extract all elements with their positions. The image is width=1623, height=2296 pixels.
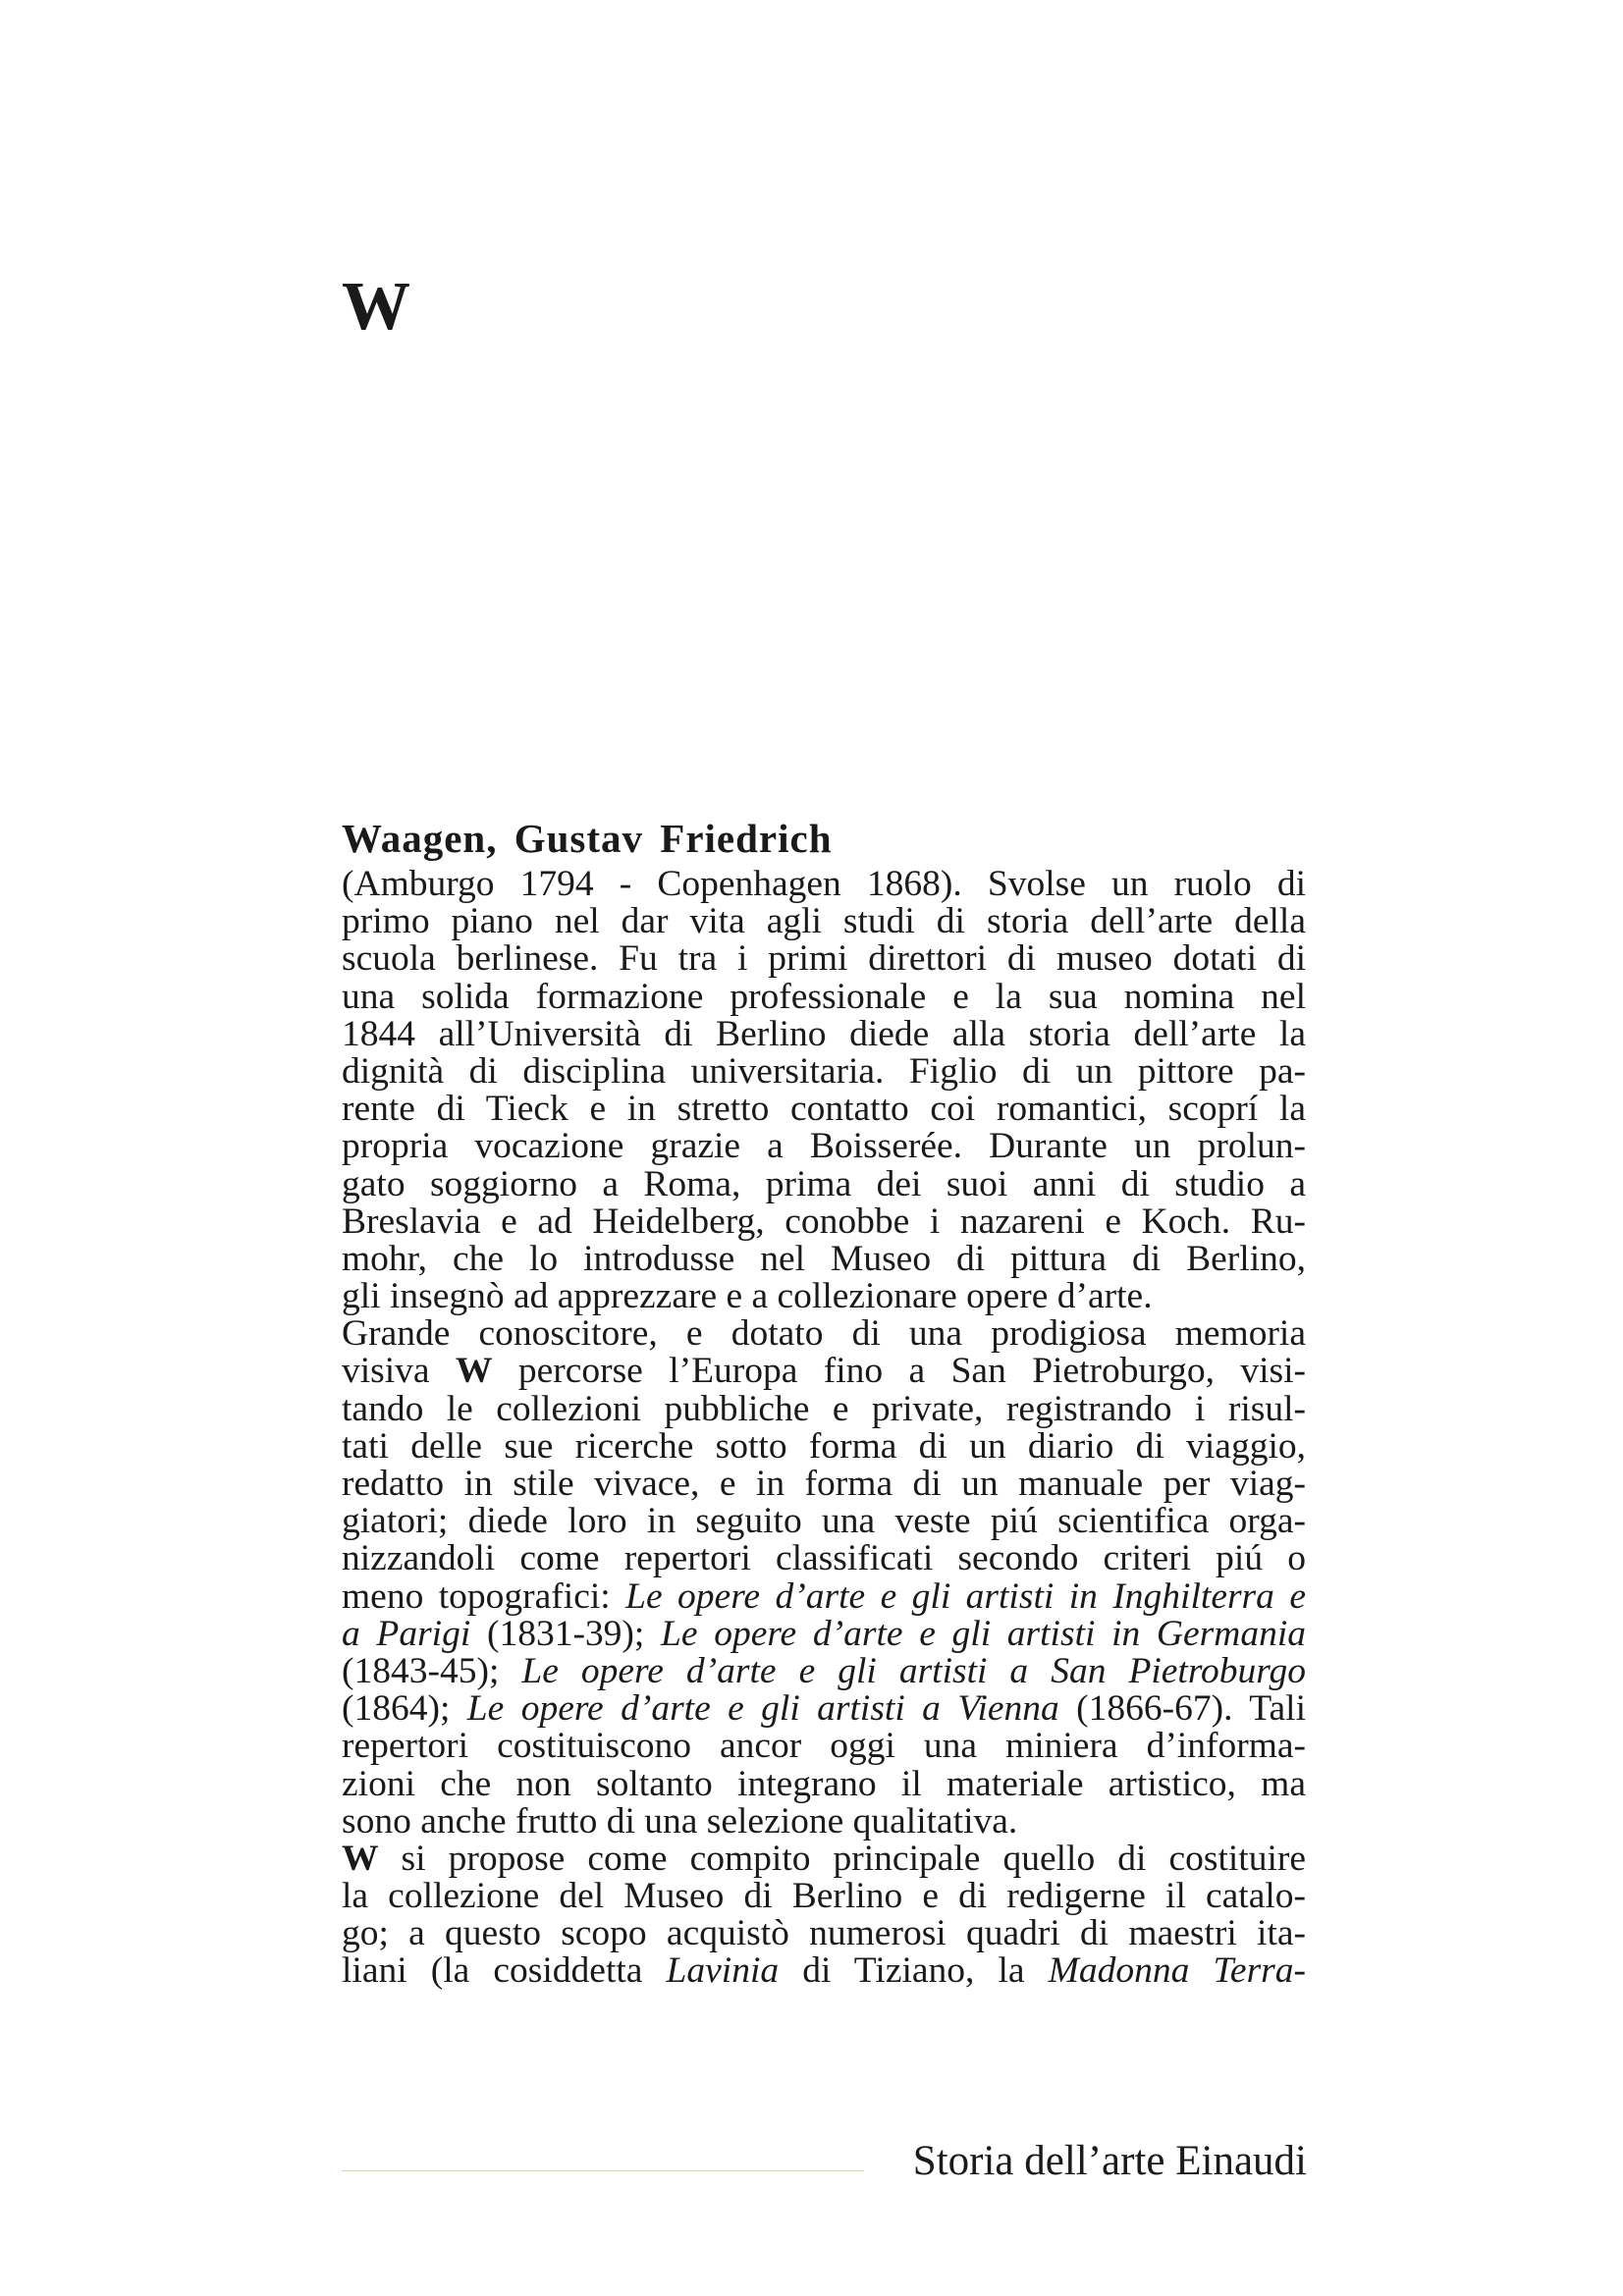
text-line <box>342 1878 1306 1915</box>
text-run: 1844 all’Università di Berlino diede alla storia dell’arte la <box>342 1013 1306 1054</box>
text-line <box>342 1163 1306 1204</box>
text-run: (1843-45); <box>342 1650 522 1691</box>
text-line <box>342 1800 1306 1842</box>
footer-publisher-label: Storia dell’arte Einaudi <box>912 2138 1307 2184</box>
text-run: scuola berlinese. Fu tra i primi direttori di museo dotati di <box>342 938 1306 980</box>
text-run: Breslavia e ad Heidelberg, conobbe i nazareni e Koch. Ru- <box>342 1201 1306 1242</box>
text-line <box>342 1763 1306 1804</box>
text-line <box>342 1466 1306 1503</box>
text-line <box>342 1353 1306 1390</box>
text-line <box>342 1613 1307 1654</box>
text-line <box>342 866 1306 903</box>
text-run: nizzandoli come repertori classificati secondo criteri piú o <box>342 1538 1306 1579</box>
text-run: zioni che non soltanto integrano il materiale artistico, ma <box>342 1763 1306 1804</box>
text-line <box>342 1540 1306 1577</box>
text-run: redatto in stile vivace, e in forma di un manuale per viag- <box>342 1464 1306 1504</box>
text-run: sono anche frutto di una selezione qualitativa. <box>342 1800 1018 1842</box>
text-line <box>342 1388 1306 1429</box>
text-line <box>342 1690 1306 1728</box>
text-run: Grande conoscitore, e dotato di una prodigiosa memoria <box>342 1313 1306 1355</box>
encyclopedia-entry <box>342 815 1306 1991</box>
text-run: (Amburgo 1794 - Copenhagen 1868). Svolse un ruolo di <box>342 864 1306 904</box>
text-run: propria vocazione grazie a Boisserée. Durante un prolun- <box>342 1126 1306 1167</box>
text-run: giatori; diede loro in seguito una veste piú scientifica orga- <box>342 1501 1306 1542</box>
text-line <box>342 1915 1306 1952</box>
text-line <box>342 903 1306 940</box>
text-line <box>342 1203 1306 1241</box>
text-run: meno topografici: <box>342 1575 626 1617</box>
italic-title-run: Le opere d’arte e gli artisti a Vienna <box>466 1688 1059 1730</box>
text-line <box>342 1952 1306 1990</box>
text-run: gli insegnò ad apprezzare e a collezionare opere d’arte. <box>342 1276 1153 1317</box>
text-run: tando le collezioni pubbliche e private, registrando i risul- <box>342 1388 1306 1429</box>
text-line <box>342 1838 1306 1879</box>
text-line <box>342 1503 1306 1540</box>
text-run: di Tiziano, la <box>779 1950 1049 1992</box>
text-line <box>342 1238 1306 1279</box>
entry-title: Waagen, Gustav Friedrich <box>342 816 833 861</box>
text-line <box>342 1315 1306 1353</box>
text-run: mohr, che lo introdusse nel Museo di pittura di Berlino, <box>342 1238 1306 1279</box>
text-run: dignità di disciplina universitaria. Figlio di un pittore pa- <box>342 1050 1306 1092</box>
italic-title-run: a Parigi <box>342 1613 471 1654</box>
text-line <box>342 1050 1306 1092</box>
text-run: repertori costituiscono ancor oggi una miniera d’informa- <box>342 1726 1306 1767</box>
footer-rule <box>342 2170 864 2171</box>
text-run: liani (la cosiddetta <box>342 1950 667 1992</box>
text-line <box>342 1278 1306 1315</box>
section-letter: W <box>342 269 406 345</box>
text-run: si propose come compito principale quello di costituire <box>378 1838 1306 1879</box>
text-line <box>342 1091 1306 1128</box>
text-line <box>342 976 1306 1017</box>
text-run: gato soggiorno a Roma, prima dei suoi anni di studio a <box>342 1163 1306 1204</box>
text-run: rente di Tieck e in stretto contatto coi romantici, scoprí la <box>342 1089 1306 1130</box>
text-run: una solida formazione professionale e la sua nomina nel <box>342 976 1306 1017</box>
text-run: (1866-67). Tali <box>1058 1688 1306 1730</box>
text-run: tati delle sue ricerche sotto forma di un diario di viaggio, <box>342 1425 1306 1467</box>
text-line <box>342 1128 1306 1165</box>
bold-abbrev-run: W <box>455 1351 493 1392</box>
bold-abbrev-run: W <box>342 1838 379 1879</box>
entry-body <box>342 866 1306 1991</box>
text-run: primo piano nel dar vita agli studi di storia dell’arte della <box>342 901 1306 942</box>
text-run: (1864); <box>342 1688 467 1730</box>
italic-title-run: Le opere d’arte e gli artisti in Germania <box>661 1613 1307 1654</box>
italic-title-run: Le opere d’arte e gli artisti in Inghilterra e <box>625 1575 1306 1617</box>
text-run: visiva <box>342 1351 456 1392</box>
italic-title-run: Le opere d’arte e gli artisti a San Pietroburgo <box>521 1650 1306 1691</box>
italic-title-run: Lavinia <box>666 1950 780 1992</box>
italic-title-run: Madonna Terra- <box>1048 1950 1306 1992</box>
text-line <box>342 1575 1306 1617</box>
text-line <box>342 1425 1306 1467</box>
text-run: percorse l’Europa fino a San Pietroburgo, visi- <box>492 1351 1306 1392</box>
text-run: (1831-39); <box>470 1613 662 1654</box>
text-line <box>342 940 1306 978</box>
text-run: go; a questo scopo acquistò numerosi quadri di maestri ita- <box>342 1913 1306 1954</box>
text-line <box>342 1728 1306 1765</box>
text-run: la collezione del Museo di Berlino e di redigerne il catalo- <box>342 1876 1306 1917</box>
text-line <box>342 1650 1306 1691</box>
text-line <box>342 1013 1306 1054</box>
